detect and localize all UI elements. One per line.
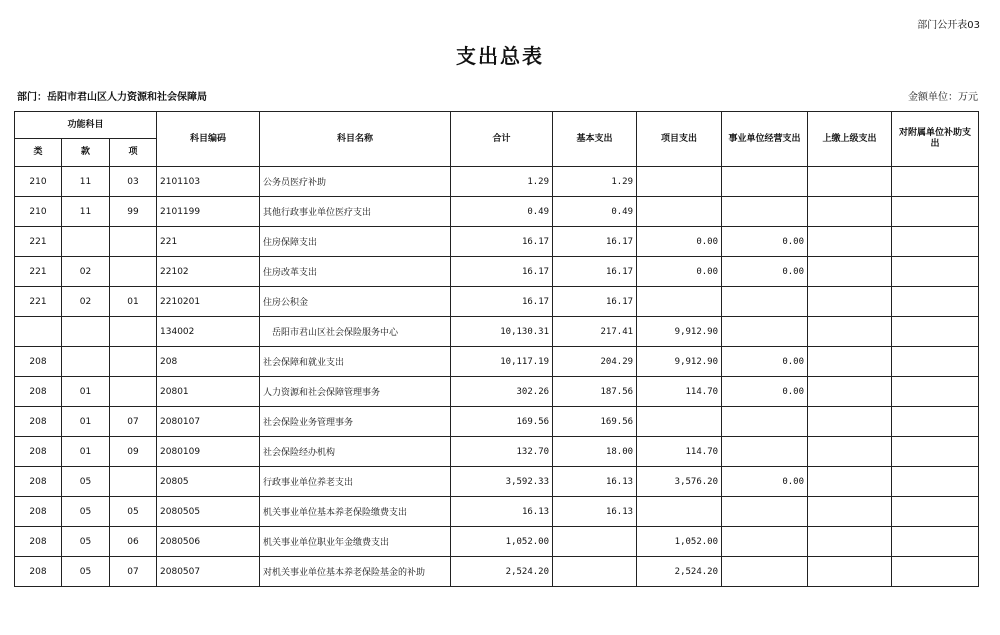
cell-lei: 221 [15,287,62,317]
cell-total: 302.26 [451,377,553,407]
cell-project [637,497,722,527]
cell-upper [808,227,892,257]
cell-lei: 221 [15,257,62,287]
cell-kuan: 02 [62,257,110,287]
cell-xiang: 99 [110,197,157,227]
cell-kuan: 11 [62,167,110,197]
cell-total: 16.13 [451,497,553,527]
cell-subject-code: 2080107 [157,407,260,437]
cell-total: 132.70 [451,437,553,467]
cell-business: 0.00 [722,227,808,257]
cell-kuan: 01 [62,377,110,407]
table-row [15,497,979,527]
cell-upper [808,377,892,407]
cell-total: 16.17 [451,227,553,257]
cell-basic: 187.56 [553,377,637,407]
header-xiang: 项 [110,139,157,167]
cell-subsidy [892,167,979,197]
cell-project: 3,576.20 [637,467,722,497]
table-row [15,167,979,197]
cell-basic: 16.17 [553,257,637,287]
cell-business [722,497,808,527]
cell-project [637,287,722,317]
table-row [15,197,979,227]
cell-subject-code: 2080506 [157,527,260,557]
cell-basic: 169.56 [553,407,637,437]
cell-subject-code: 2210201 [157,287,260,317]
cell-lei: 208 [15,467,62,497]
cell-subsidy [892,227,979,257]
cell-subject-code: 221 [157,227,260,257]
cell-subsidy [892,347,979,377]
cell-total: 16.17 [451,257,553,287]
cell-subject-name: 人力资源和社会保障管理事务 [260,377,451,407]
header-kuan: 款 [62,139,110,167]
cell-lei: 208 [15,377,62,407]
cell-xiang: 01 [110,287,157,317]
cell-total: 169.56 [451,407,553,437]
cell-xiang [110,377,157,407]
cell-lei: 208 [15,407,62,437]
cell-upper [808,257,892,287]
cell-xiang [110,467,157,497]
cell-business: 0.00 [722,347,808,377]
cell-xiang [110,227,157,257]
cell-upper [808,197,892,227]
cell-upper [808,317,892,347]
cell-subject-name: 岳阳市君山区社会保险服务中心 [260,317,451,347]
cell-xiang [110,257,157,287]
cell-kuan: 05 [62,497,110,527]
cell-subsidy [892,497,979,527]
cell-subject-code: 208 [157,347,260,377]
header-subsidy-affiliated: 对附属单位补助支出 [892,112,979,167]
header-upper-payment: 上缴上级支出 [808,112,892,167]
cell-basic: 16.17 [553,227,637,257]
cell-kuan [62,317,110,347]
cell-subsidy [892,377,979,407]
header-basic-expenditure: 基本支出 [553,112,637,167]
cell-project [637,407,722,437]
cell-subsidy [892,467,979,497]
cell-business [722,287,808,317]
cell-xiang: 06 [110,527,157,557]
cell-kuan: 01 [62,407,110,437]
cell-total: 10,130.31 [451,317,553,347]
header-subject-code: 科目编码 [157,112,260,167]
cell-kuan: 02 [62,287,110,317]
cell-business [722,317,808,347]
cell-subsidy [892,257,979,287]
cell-basic: 18.00 [553,437,637,467]
cell-project: 2,524.20 [637,557,722,587]
table-row [15,437,979,467]
cell-basic: 0.49 [553,197,637,227]
cell-total: 1.29 [451,167,553,197]
cell-lei: 221 [15,227,62,257]
cell-total: 0.49 [451,197,553,227]
form-number: 部门公开表03 [917,20,980,31]
cell-project: 0.00 [637,227,722,257]
cell-subject-name: 住房公积金 [260,287,451,317]
cell-basic: 16.17 [553,287,637,317]
cell-lei: 208 [15,437,62,467]
amount-unit-label: 金额单位：万元 [908,92,978,103]
cell-subject-name: 住房改革支出 [260,257,451,287]
cell-basic: 16.13 [553,497,637,527]
table-row [15,287,979,317]
cell-total: 10,117.19 [451,347,553,377]
cell-subject-code: 2080505 [157,497,260,527]
cell-subject-name: 社会保障和就业支出 [260,347,451,377]
cell-lei [15,317,62,347]
cell-basic: 16.13 [553,467,637,497]
cell-xiang [110,347,157,377]
cell-upper [808,287,892,317]
cell-subject-name: 机关事业单位基本养老保险缴费支出 [260,497,451,527]
header-lei: 类 [15,139,62,167]
cell-subject-name: 其他行政事业单位医疗支出 [260,197,451,227]
cell-project: 0.00 [637,257,722,287]
cell-total: 2,524.20 [451,557,553,587]
table-row [15,557,979,587]
cell-subject-code: 2101103 [157,167,260,197]
cell-kuan [62,347,110,377]
cell-subject-code: 134002 [157,317,260,347]
cell-upper [808,167,892,197]
cell-basic [553,557,637,587]
header-project-expenditure: 项目支出 [637,112,722,167]
cell-subject-code: 2080507 [157,557,260,587]
cell-upper [808,407,892,437]
cell-kuan: 05 [62,527,110,557]
cell-upper [808,527,892,557]
cell-subject-name: 行政事业单位养老支出 [260,467,451,497]
cell-business [722,557,808,587]
cell-subsidy [892,527,979,557]
cell-xiang: 03 [110,167,157,197]
department-label: 部门：岳阳市君山区人力资源和社会保障局 [17,92,207,103]
cell-xiang: 05 [110,497,157,527]
cell-kuan: 11 [62,197,110,227]
cell-xiang: 07 [110,407,157,437]
cell-project: 9,912.90 [637,347,722,377]
cell-basic: 217.41 [553,317,637,347]
cell-basic: 204.29 [553,347,637,377]
cell-total: 3,592.33 [451,467,553,497]
cell-kuan: 01 [62,437,110,467]
cell-lei: 208 [15,497,62,527]
cell-subject-name: 机关事业单位职业年金缴费支出 [260,527,451,557]
cell-xiang: 07 [110,557,157,587]
cell-kuan: 05 [62,557,110,587]
table-row [15,317,979,347]
page-title: 支出总表 [456,44,544,68]
cell-subject-name: 社会保险业务管理事务 [260,407,451,437]
cell-project: 9,912.90 [637,317,722,347]
cell-subject-name: 公务员医疗补助 [260,167,451,197]
cell-subject-code: 20801 [157,377,260,407]
table-row [15,407,979,437]
cell-subject-code: 22102 [157,257,260,287]
table-row [15,467,979,497]
cell-subsidy [892,197,979,227]
cell-xiang [110,317,157,347]
cell-basic: 1.29 [553,167,637,197]
cell-upper [808,347,892,377]
cell-business: 0.00 [722,467,808,497]
cell-kuan [62,227,110,257]
cell-upper [808,557,892,587]
header-business-expenditure: 事业单位经营支出 [722,112,808,167]
table-row [15,257,979,287]
cell-business [722,197,808,227]
cell-upper [808,467,892,497]
expenditure-table [14,111,979,587]
header-total: 合计 [451,112,553,167]
header-subject-name: 科目名称 [260,112,451,167]
cell-subsidy [892,557,979,587]
cell-business [722,167,808,197]
cell-total: 16.17 [451,287,553,317]
cell-lei: 208 [15,557,62,587]
cell-upper [808,497,892,527]
cell-total: 1,052.00 [451,527,553,557]
cell-kuan: 05 [62,467,110,497]
cell-business: 0.00 [722,377,808,407]
cell-subject-name: 社会保险经办机构 [260,437,451,467]
table-row [15,227,979,257]
cell-xiang: 09 [110,437,157,467]
cell-subject-name: 住房保障支出 [260,227,451,257]
cell-upper [808,437,892,467]
cell-lei: 210 [15,167,62,197]
cell-subsidy [892,287,979,317]
cell-project: 1,052.00 [637,527,722,557]
cell-business [722,437,808,467]
cell-lei: 210 [15,197,62,227]
header-function-subject: 功能科目 [15,112,157,139]
table-row [15,377,979,407]
cell-project [637,197,722,227]
cell-project: 114.70 [637,437,722,467]
cell-lei: 208 [15,347,62,377]
table-row [15,527,979,557]
cell-business [722,527,808,557]
table-row [15,347,979,377]
cell-business [722,407,808,437]
cell-subsidy [892,317,979,347]
cell-project: 114.70 [637,377,722,407]
cell-subsidy [892,437,979,467]
cell-business: 0.00 [722,257,808,287]
cell-lei: 208 [15,527,62,557]
cell-subject-code: 2080109 [157,437,260,467]
cell-subject-code: 20805 [157,467,260,497]
cell-subject-name: 对机关事业单位基本养老保险基金的补助 [260,557,451,587]
cell-subsidy [892,407,979,437]
cell-subject-code: 2101199 [157,197,260,227]
cell-basic [553,527,637,557]
cell-project [637,167,722,197]
